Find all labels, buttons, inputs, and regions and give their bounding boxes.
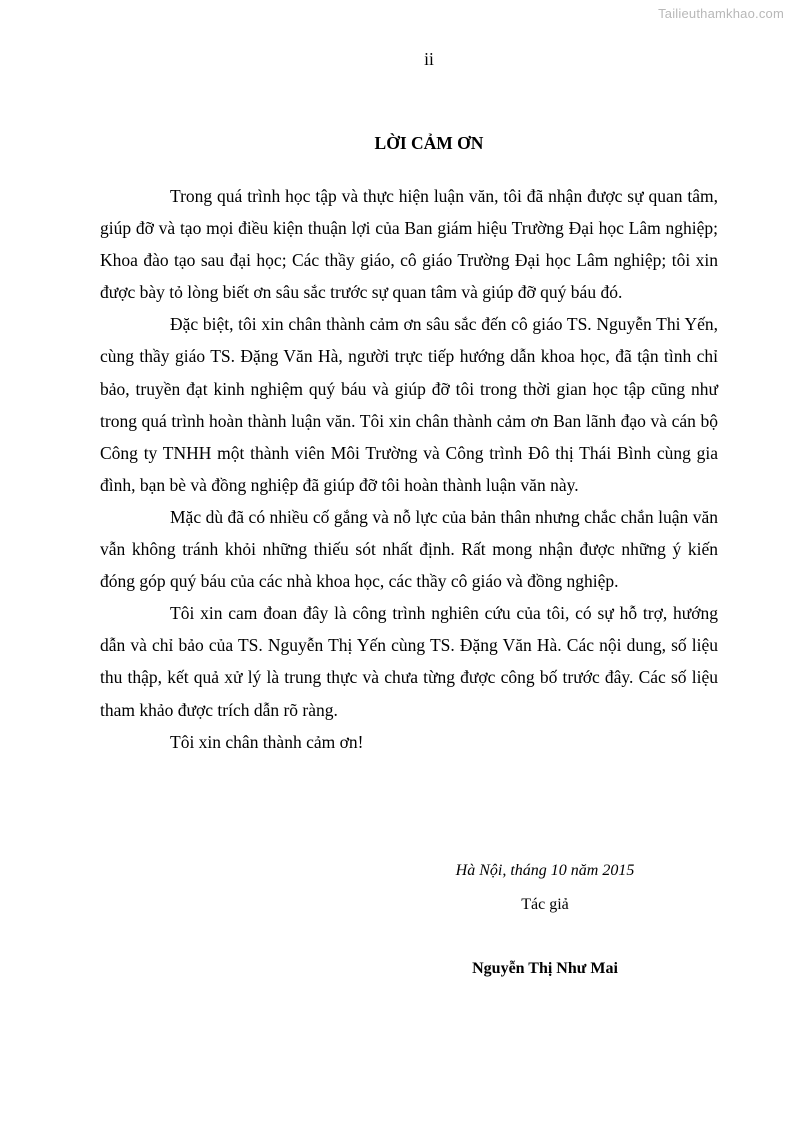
signature-author-name: Nguyễn Thị Như Mai [472, 960, 618, 977]
page-title: LỜI CẢM ƠN [374, 133, 484, 153]
paragraph-thanks: Tôi xin chân thành cảm ơn! [170, 731, 364, 752]
signature-role: Tác giả [521, 896, 569, 913]
signature-place-date: Hà Nội, tháng 10 năm 2015 [455, 862, 635, 879]
paragraph-limitations: Mặc dù đã có nhiều cố gắng và nỗ lực của bản thân nhưng chắc chắn luận văn vẫn không tránh khỏi những thiếu sót nhất định. Rất mong nhận được những ý kiến đóng góp quý báu của các nhà khoa học, các thầy cô giáo và đồng nghiệp. [100, 506, 718, 592]
paragraph-declaration: Tôi xin cam đoan đây là công trình nghiên cứu của tôi, có sự hỗ trợ, hướng dẫn và chỉ bảo của TS. Nguyễn Thị Yến cùng TS. Đặng Văn Hà. Các nội dung, số liệu thu thập, kết quả xử lý là trung thực và chưa từng được công bố trước đây. Các số liệu tham khảo được trích dẫn rõ ràng. [100, 603, 718, 720]
body-text [100, 180, 718, 758]
paragraph-gratitude-institution: Trong quá trình học tập và thực hiện luận văn, tôi đã nhận được sự quan tâm, giúp đỡ và tạo mọi điều kiện thuận lợi của Ban giám hiệu Trường Đại học Lâm nghiệp; Khoa đào tạo sau đại học; Các thầy giáo, cô giáo Trường Đại học Lâm nghiệp; tôi xin được bày tỏ lòng biết ơn sâu sắc trước sự quan tâm và giúp đỡ quý báu đó. [100, 186, 718, 303]
watermark: Tailieuthamkhao.com [658, 6, 784, 21]
page-number: ii [424, 49, 434, 69]
paragraph-gratitude-supervisors: Đặc biệt, tôi xin chân thành cảm ơn sâu sắc đến cô giáo TS. Nguyễn Thi Yến, cùng thầy giáo TS. Đặng Văn Hà, người trực tiếp hướng dẫn khoa học, đã tận tình chỉ bảo, truyền đạt kinh nghiệm quý báu và giúp đỡ tôi trong thời gian học tập cũng như trong quá trình hoàn thành luận văn. Tôi xin chân thành cảm ơn Ban lãnh đạo và cán bộ Công ty TNHH một thành viên Môi Trường và Công trình Đô thị Thái Bình cùng gia đình, bạn bè và đồng nghiệp đã giúp đỡ tôi hoàn thành luận văn này. [100, 314, 718, 495]
